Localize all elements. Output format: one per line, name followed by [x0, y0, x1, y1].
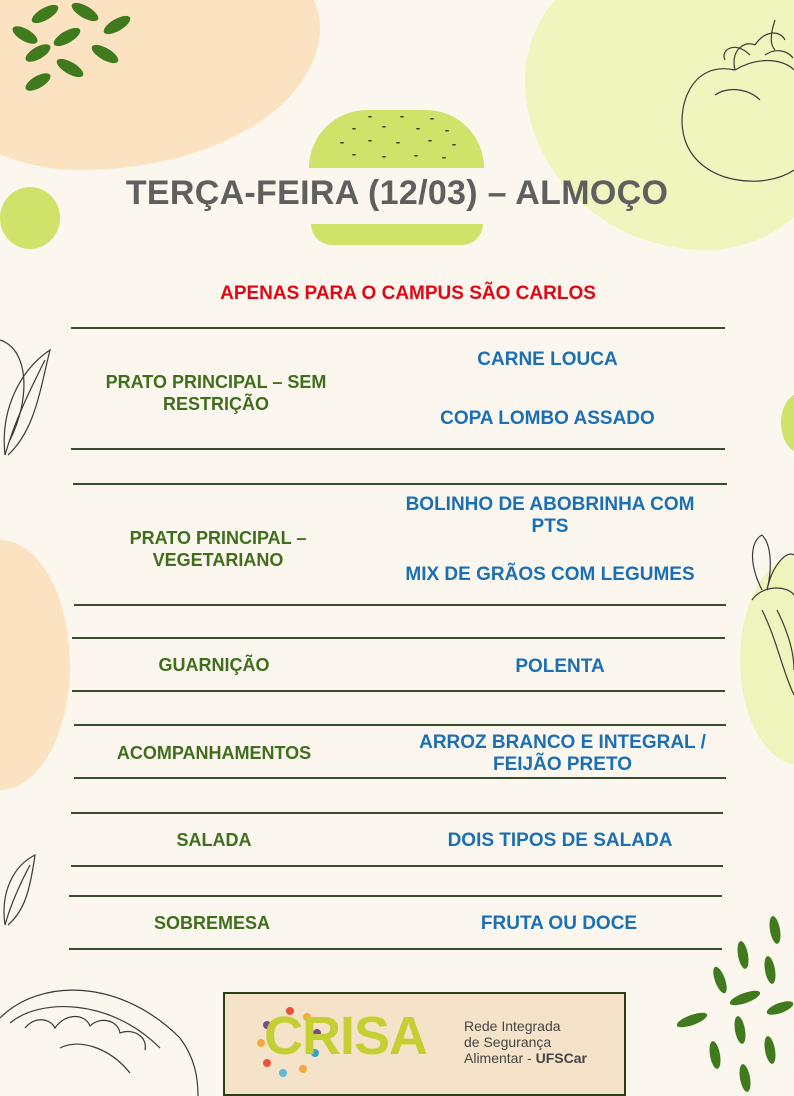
menu-item: BOLINHO DE ABOBRINHA COM PTS [405, 494, 695, 537]
menu-row-label: GUARNIÇÃO [158, 655, 270, 675]
campus-notice: APENAS PARA O CAMPUS SÃO CARLOS [220, 283, 596, 304]
row-divider [74, 777, 726, 779]
title-bun-bottom [311, 224, 483, 245]
row-divider [71, 865, 723, 867]
lettuce-illustration [0, 330, 55, 460]
menu-row-label: SOBREMESA [153, 913, 270, 933]
menu-item: DOIS TIPOS DE SALADA [447, 830, 673, 851]
taco-illustration [0, 978, 200, 1096]
row-divider [69, 895, 722, 897]
menu-item: ARROZ BRANCO E INTEGRAL / FEIJÃO PRETO [419, 732, 706, 775]
row-divider [73, 483, 727, 485]
row-divider [69, 948, 722, 950]
crisa-logo-text: CRISA [264, 1006, 428, 1066]
menu-item: COPA LOMBO ASSADO [440, 408, 655, 429]
peach-blob-left [0, 540, 70, 790]
sesame-bun-icon [330, 112, 465, 167]
menu-item: CARNE LOUCA [477, 349, 618, 370]
menu-row-label: SALADA [176, 830, 252, 850]
leaf-pattern-icon [670, 910, 794, 1096]
leaf-pattern-icon [0, 0, 140, 100]
menu-row-label: PRATO PRINCIPAL – VEGETARIANO [129, 528, 307, 570]
tomato-illustration [675, 10, 794, 190]
menu-row-label: PRATO PRINCIPAL – SEM RESTRIÇÃO [105, 372, 327, 414]
organization-name: Rede Integrada de Segurança Alimentar - UFSCar [464, 1018, 587, 1066]
row-divider [71, 812, 723, 814]
row-divider [74, 724, 726, 726]
row-divider [72, 690, 725, 692]
row-divider [71, 448, 725, 450]
green-dot-right [781, 393, 794, 453]
row-divider [74, 604, 726, 606]
menu-item: FRUTA OU DOCE [480, 913, 638, 934]
radish-illustration [742, 530, 794, 700]
lettuce-illustration [0, 850, 40, 930]
row-divider [71, 327, 725, 329]
menu-item: MIX DE GRÃOS COM LEGUMES [405, 564, 695, 585]
menu-row-label: ACOMPANHAMENTOS [116, 743, 312, 763]
page-title: TERÇA-FEIRA (12/03) – ALMOÇO [125, 174, 669, 212]
row-divider [72, 637, 725, 639]
menu-item: POLENTA [515, 656, 605, 677]
